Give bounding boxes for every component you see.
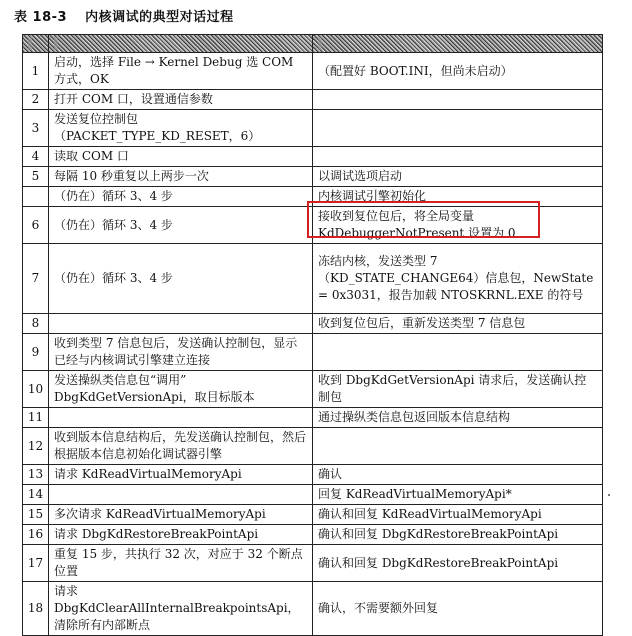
table-row bbox=[23, 505, 603, 525]
target-cell bbox=[313, 147, 603, 167]
target-cell bbox=[313, 110, 603, 147]
target-cell: 收到复位包后，重新发送类型 7 信息包 bbox=[313, 314, 603, 334]
target-cell bbox=[313, 428, 603, 465]
table-row bbox=[23, 90, 603, 110]
table-row bbox=[23, 53, 603, 90]
step-cell: 11 bbox=[23, 408, 49, 428]
target-cell: 内核调试引擎初始化 bbox=[313, 187, 603, 207]
header-step bbox=[23, 35, 49, 53]
step-cell: 14 bbox=[23, 485, 49, 505]
target-cell: （配置好 BOOT.INI，但尚未启动） bbox=[313, 53, 603, 90]
target-cell bbox=[313, 90, 603, 110]
header-debugger bbox=[49, 35, 313, 53]
debugger-cell: 请求 DbgKdClearAllInternalBreakpointsApi，清除所有内部断点 bbox=[49, 582, 313, 636]
step-cell: 16 bbox=[23, 525, 49, 545]
table-row bbox=[23, 187, 603, 207]
table-header bbox=[23, 35, 603, 53]
header-target bbox=[313, 35, 603, 53]
target-cell bbox=[313, 334, 603, 371]
debugger-cell: （仍在）循环 3、4 步 bbox=[49, 187, 313, 207]
target-cell: 确认和回复 KdReadVirtualMemoryApi bbox=[313, 505, 603, 525]
table-row bbox=[23, 428, 603, 465]
debugger-cell: 请求 KdReadVirtualMemoryApi bbox=[49, 465, 313, 485]
debugger-cell bbox=[49, 485, 313, 505]
scan-dot bbox=[608, 494, 610, 496]
debugger-cell: 重复 15 步，共执行 32 次，对应于 32 个断点位置 bbox=[49, 545, 313, 582]
step-cell: 1 bbox=[23, 53, 49, 90]
target-cell: 确认，不需要额外回复 bbox=[313, 582, 603, 636]
step-cell: 2 bbox=[23, 90, 49, 110]
target-cell: 冻结内核，发送类型 7（KD_STATE_CHANGE64）信息包，NewState = 0x3031，报告加载 NTOSKRNL.EXE 的符号 bbox=[313, 244, 603, 314]
debugger-cell: 请求 DbgKdRestoreBreakPointApi bbox=[49, 525, 313, 545]
target-cell: 回复 KdReadVirtualMemoryApi* bbox=[313, 485, 603, 505]
table-row bbox=[23, 582, 603, 636]
header-row bbox=[23, 35, 603, 53]
target-cell: 确认 bbox=[313, 465, 603, 485]
step-cell: 5 bbox=[23, 167, 49, 187]
step-cell: 17 bbox=[23, 545, 49, 582]
step-cell: 15 bbox=[23, 505, 49, 525]
debugger-cell: 发送复位控制包（PACKET_TYPE_KD_RESET，6） bbox=[49, 110, 313, 147]
table-row bbox=[23, 110, 603, 147]
table-row bbox=[23, 408, 603, 428]
debugger-cell: 多次请求 KdReadVirtualMemoryApi bbox=[49, 505, 313, 525]
table-caption bbox=[14, 6, 234, 25]
table-row bbox=[23, 244, 603, 314]
table-number: 表 18-3 bbox=[14, 10, 68, 25]
debugger-cell: 收到版本信息结构后，先发送确认控制包，然后根据版本信息初始化调试器引擎 bbox=[49, 428, 313, 465]
debugger-cell: 发送操纵类信息包“调用” DbgKdGetVersionApi，取目标版本 bbox=[49, 371, 313, 408]
table-row bbox=[23, 371, 603, 408]
debugger-cell bbox=[49, 314, 313, 334]
target-cell: 通过操纵类信息包返回版本信息结构 bbox=[313, 408, 603, 428]
step-cell: 18 bbox=[23, 582, 49, 636]
step-cell: 3 bbox=[23, 110, 49, 147]
table-row bbox=[23, 545, 603, 582]
target-cell: 确认和回复 DbgKdRestoreBreakPointApi bbox=[313, 525, 603, 545]
debugger-cell: 收到类型 7 信息包后，发送确认控制包，显示已经与内核调试引擎建立连接 bbox=[49, 334, 313, 371]
table-body bbox=[23, 53, 603, 636]
table-row bbox=[23, 525, 603, 545]
step-cell: 8 bbox=[23, 314, 49, 334]
debugger-cell: 打开 COM 口，设置通信参数 bbox=[49, 90, 313, 110]
table-row bbox=[23, 465, 603, 485]
debugger-cell: （仍在）循环 3、4 步 bbox=[49, 207, 313, 244]
table-row bbox=[23, 147, 603, 167]
step-cell: 13 bbox=[23, 465, 49, 485]
step-cell: 12 bbox=[23, 428, 49, 465]
debugger-cell: 启动，选择 File → Kernel Debug 选 COM 方式，OK bbox=[49, 53, 313, 90]
step-cell: 6 bbox=[23, 207, 49, 244]
step-cell: 9 bbox=[23, 334, 49, 371]
target-cell: 接收到复位包后，将全局变量 KdDebuggerNotPresent 设置为 0 bbox=[313, 207, 603, 244]
table-title: 内核调试的典型对话过程 bbox=[85, 10, 234, 25]
target-cell: 确认和回复 DbgKdRestoreBreakPointApi bbox=[313, 545, 603, 582]
table-row bbox=[23, 334, 603, 371]
table-row bbox=[23, 314, 603, 334]
target-cell: 收到 DbgKdGetVersionApi 请求后，发送确认控制包 bbox=[313, 371, 603, 408]
step-cell: 7 bbox=[23, 244, 49, 314]
debugger-cell: （仍在）循环 3、4 步 bbox=[49, 244, 313, 314]
debugger-cell: 每隔 10 秒重复以上两步一次 bbox=[49, 167, 313, 187]
step-cell: 4 bbox=[23, 147, 49, 167]
target-cell: 以调试选项启动 bbox=[313, 167, 603, 187]
table-row bbox=[23, 485, 603, 505]
debugger-cell: 读取 COM 口 bbox=[49, 147, 313, 167]
step-cell: 10 bbox=[23, 371, 49, 408]
step-cell bbox=[23, 187, 49, 207]
dialog-process-table bbox=[22, 34, 603, 636]
table-row bbox=[23, 167, 603, 187]
debugger-cell bbox=[49, 408, 313, 428]
table-row bbox=[23, 207, 603, 244]
